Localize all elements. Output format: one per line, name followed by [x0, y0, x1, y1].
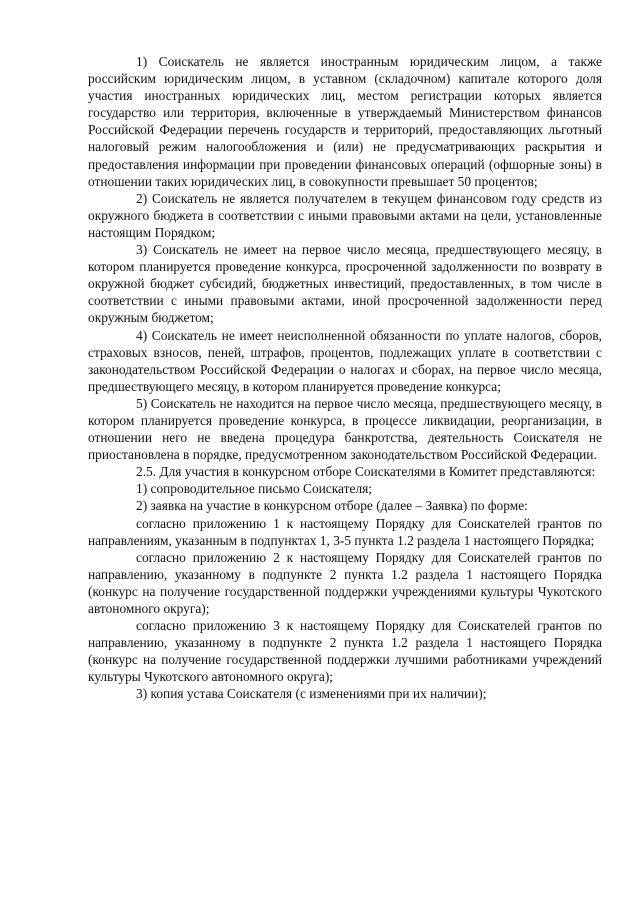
paragraph-appendix-3: согласно приложению 3 к настоящему Порядку для Соискателей грантов по направлению, указанному в подпункте 2 пункта 1.2 раздела 1 настоящего Порядка (конкурс на получение государственной поддержки лучшими работниками учреждений культуры Чукотского автономного округа); — [88, 618, 602, 685]
paragraph-condition-5: 5) Соискатель не находится на первое число месяца, предшествующего месяцу, в котором планируется проведение конкурса, в процессе ликвидации, реорганизации, в отношении него не введена процедура банкротства, деятельность Соискателя не приостановлена в порядке, предусмотренном законодательством Российской Федерации. — [88, 395, 602, 463]
document-page — [88, 53, 602, 703]
paragraph-section-2-5: 2.5. Для участия в конкурсном отборе Соискателями в Комитет представляются: — [136, 464, 596, 480]
paragraph-condition-4: 4) Соискатель не имеет неисполненной обязанности по уплате налогов, сборов, страховых взносов, пеней, штрафов, процентов, подлежащих уплате в соответствии с законодательством Российской Федерации о налогах и сборах, на первое число месяца, предшествующего месяцу, в котором планируется проведение конкурса; — [88, 327, 602, 394]
paragraph-item-cover-letter: 1) сопроводительное письмо Соискателя; — [136, 481, 373, 497]
paragraph-condition-1: 1) Соискатель не является иностранным юридическим лицом, а также российским юридическим лицом, в уставном (складочном) капитале которого доля участия иностранных юридических лиц, местом регистрации которых является государство или территория, включенные в утверждаемый Министерством финансов Российской Федерации перечень государств и территорий, предоставляющих льготный налоговый режим налогообложения и (или) не предусматривающих раскрытия и предоставления информации при проведении финансовых операций (офшорные зоны) в отношении таких юридических лиц, в совокупности превышает 50 процентов; — [88, 54, 602, 189]
paragraph-condition-2: 2) Соискатель не является получателем в текущем финансовом году средств из окружного бюджета в соответствии с иными правовыми актами на цели, установленные настоящим Порядком; — [88, 190, 602, 240]
paragraph-condition-3: 3) Соискатель не имеет на первое число месяца, предшествующего месяцу, в котором планируется проведение конкурса, просроченной задолженности по возврату в окружной бюджет субсидий, бюджетных инвестиций, предоставленных, в том числе в соответствии с иными правовыми актами, иной просроченной задолженности перед окружным бюджетом; — [88, 242, 602, 326]
paragraph-item-application: 2) заявка на участие в конкурсном отборе (далее – Заявка) по форме: — [136, 498, 528, 514]
paragraph-appendix-2: согласно приложению 2 к настоящему Порядку для Соискателей грантов по направлению, указанному в подпункте 2 пункта 1.2 раздела 1 настоящего Порядка (конкурс на получение государственной поддержки учреждениями культуры Чукотского автономного округа); — [88, 549, 602, 616]
paragraph-appendix-1: согласно приложению 1 к настоящему Порядку для Соискателей грантов по направлениям, указанным в подпунктах 1, 3-5 пункта 1.2 раздела 1 настоящего Порядка; — [88, 515, 602, 548]
paragraph-item-charter-copy: 3) копия устава Соискателя (с изменениями при их наличии); — [136, 686, 487, 702]
